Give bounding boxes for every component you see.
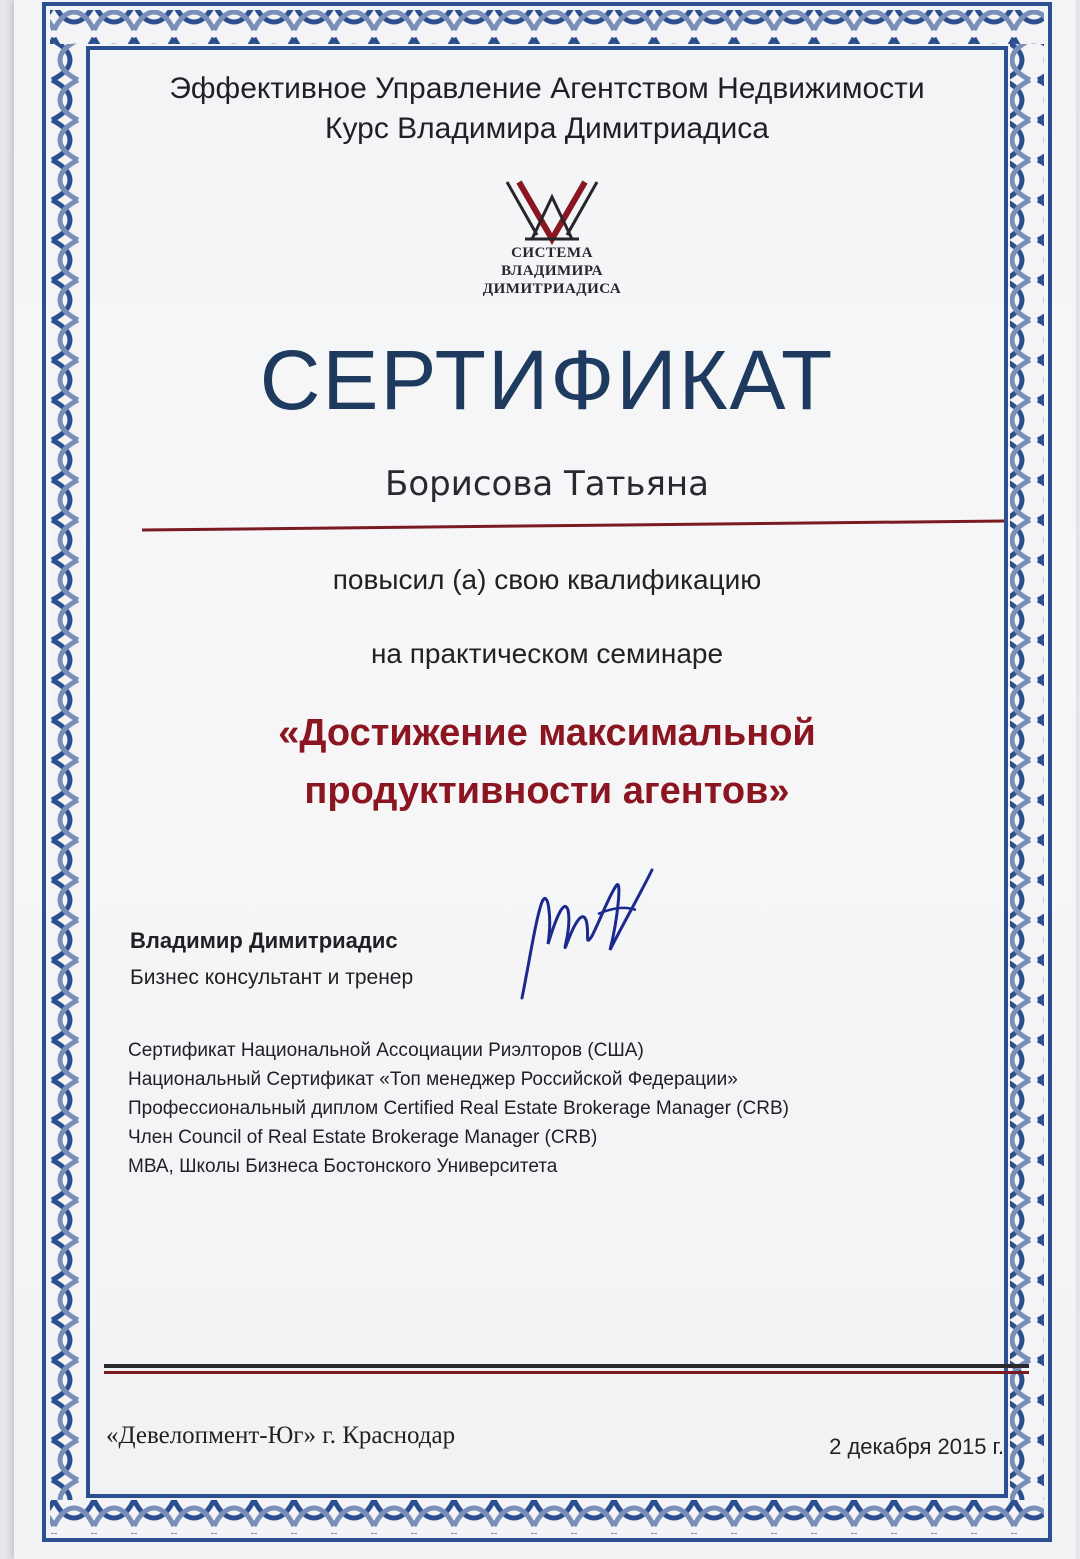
course-title: Эффективное Управление Агентством Недвижимости [169,72,925,105]
credentials-list [128,1036,988,1181]
handwritten-signature [512,858,672,1008]
signer-role: Бизнес консультант и тренер [130,966,414,989]
credential-item: Член Council of Real Estate Brokerage Manager (CRB) [128,1127,598,1148]
certificate-title: СЕРТИФИКАТ [259,333,835,427]
logo-line-3: ДИМИТРИАДИСА [482,281,622,297]
credential-item: Национальный Сертификат «Топ менеджер Российской Федерации» [128,1069,738,1090]
certificate-paper [14,0,1076,1559]
footer-rule-red [104,1371,1029,1374]
brand-logo [477,177,627,307]
organizer-location: «Девелопмент-Юг» г. Краснодар [106,1422,456,1449]
qualification-statement: повысил (а) свою квалификацию [332,564,762,595]
certificate-body [92,52,1002,1492]
seminar-statement: на практическом семинаре [370,638,724,669]
logo-line-2: ВЛАДИМИРА [501,263,603,279]
certificate-date: 2 декабря 2015 г. [829,1434,1004,1459]
logo-line-1: СИСТЕМА [511,245,593,261]
course-subtitle: Курс Владимира Димитриадиса [325,112,769,145]
interlocked-v-d-monogram-icon [477,177,627,247]
signer-name: Владимир Димитриадис [130,928,398,953]
credential-item: МВА, Школы Бизнеса Бостонского Университета [128,1156,558,1177]
recipient-name: Борисова Татьяна [385,464,709,504]
credential-item: Сертификат Национальной Ассоциации Риэлторов (США) [128,1040,644,1061]
seminar-title-line-2: продуктивности агентов» [304,770,790,812]
credential-item: Профессиональный диплом Certified Real Estate Brokerage Manager (CRB) [128,1098,789,1119]
recipient-underline [142,519,1004,531]
seminar-title-line-1: «Достижение максимальной [278,712,816,754]
footer-rule-dark [104,1364,1029,1368]
